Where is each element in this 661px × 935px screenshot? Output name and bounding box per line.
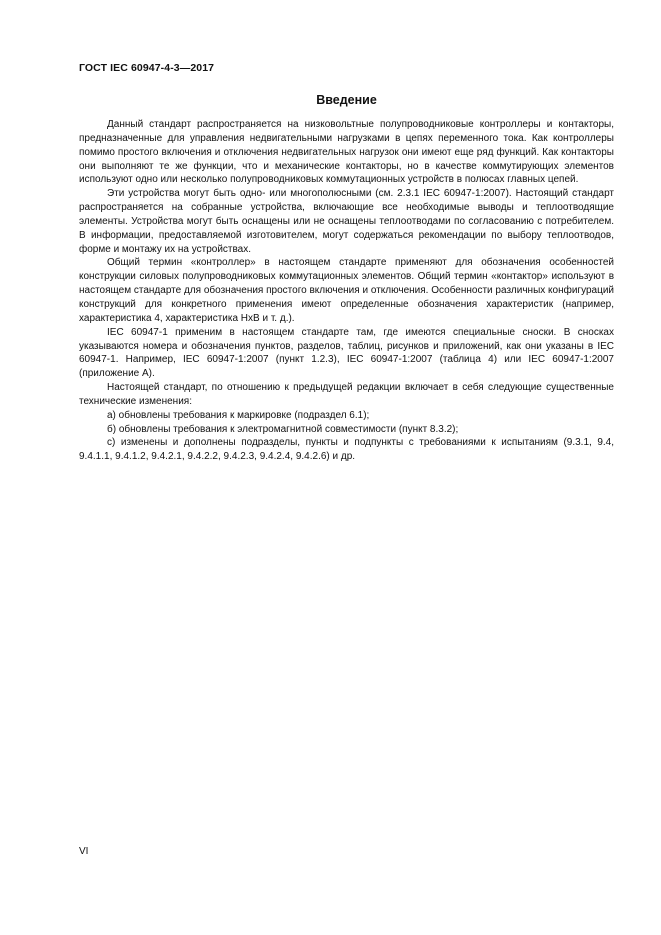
paragraph: Эти устройства могут быть одно- или многополюсными (см. 2.3.1 IEC 60947-1:2007). Настоящий стандарт распространяется на собранные устройства, включающие все необходимые выводы и теплоотводящие элементы. Устройства могут быть оснащены или не оснащены теплоотводами по согласованию с потребителем. В информации, предоставляемой изготовителем, могут содержаться рекомендации по выбору теплоотводов, форме и монтажу их на устройствах.: [79, 188, 614, 255]
document-header: ГОСТ IEC 60947-4-3—2017: [79, 62, 215, 74]
change-item: а) обновлены требования к маркировке (подраздел 6.1);: [107, 409, 370, 421]
paragraph: Настоящей стандарт, по отношению к предыдущей редакции включает в себя следующие существенные технические изменения:: [79, 382, 614, 407]
document-body: [79, 118, 614, 464]
page-number: VI: [79, 846, 89, 857]
change-item: б) обновлены требования к электромагнитной совместимости (пункт 8.3.2);: [107, 423, 459, 435]
change-item: с) изменены и дополнены подразделы, пункты и подпункты с требованиями к испытаниям (9.3.1, 9.4, 9.4.1.1, 9.4.1.2, 9.4.2.1, 9.4.2.2, 9.4.2.3, 9.4.2.4, 9.4.2.6) и др.: [79, 437, 614, 463]
paragraph: IEC 60947-1 применим в настоящем стандарте там, где имеются специальные сноски. В сносках указываются номера и обозначения пунктов, разделов, таблиц, рисунков и приложений, как они указаны в IEC 60947-1. Например, IEC 60947-1:2007 (пункт 1.2.3), IEC 60947-1:2007 (таблица 4) или IEC 60947-1:2007 (приложение А).: [79, 326, 614, 380]
paragraph: Общий термин «контроллер» в настоящем стандарте применяют для обозначения особенностей конструкции силовых полупроводниковых коммутационных элементов. Общий термин «контактор» используют в настоящем стандарте для обозначения простого включения и отключения. Особенности различных конфигураций конструкций для конкретного применения имеют определенные обозначения характеристик (например, характеристика 4, характеристика HxB и т. д.).: [79, 257, 614, 324]
section-title: Введение: [316, 93, 377, 107]
paragraph: Данный стандарт распространяется на низковольтные полупроводниковые контроллеры и контакторы, предназначенные для управления недвигательными нагрузками в цепях переменного тока. Как контроллеры помимо простого включения и отключения недвигательных нагрузок они имеют еще ряд функций. Как контакторы они выполняют те же функции, что и механические контакторы, но в качестве коммутирующих элементов используют одно или несколько полупроводниковых коммутационных устройств в полюсах главных цепей.: [79, 119, 614, 186]
